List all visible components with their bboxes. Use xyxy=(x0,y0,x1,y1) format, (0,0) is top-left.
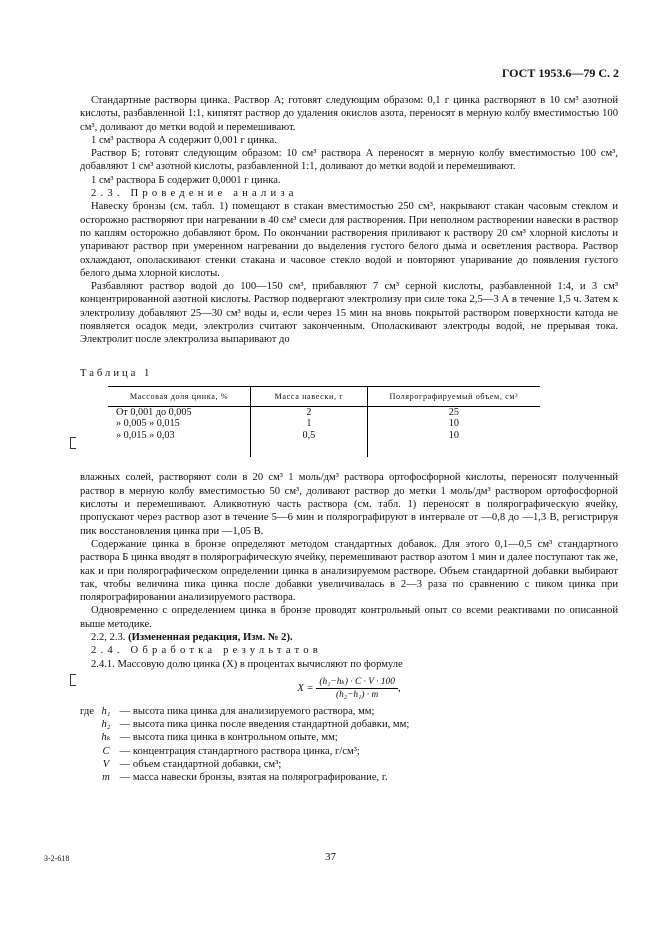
page-number: 37 xyxy=(325,851,336,863)
amendment-note xyxy=(80,631,618,644)
formula-fraction xyxy=(316,676,398,701)
legend-symbol: h₁ xyxy=(101,705,111,717)
legend-symbol: C xyxy=(102,745,110,757)
table-1 xyxy=(108,386,540,458)
legend-text: концентрация стандартного раствора цинка, г/см³; xyxy=(132,745,360,757)
paragraph: влажных солей, растворяют соли в 20 см³ 1 моль/дм³ раствора ортофосфорной кислоты, переносят полученный раствор в мерную колбу вместимостью 50 см³, доливают раствор до метки 1 моль/дм³ раствором ортофосфорной кислоты и перемешивают. Аликвотную часть раствора (см. табл. 1) переносят в полярографическую ячейку, пропускают через раствор азот в течение 5—6 мин и полярографируют в интервале от —0,8 до —1,3 В, регистрируя пик восстановления цинка при —1,05 В. xyxy=(80,472,618,537)
legend-line: m — масса навески бронзы, взятая на полярографирование, г. xyxy=(80,771,618,784)
legend-text: высота пика цинка после введения стандартной добавки, мм; xyxy=(132,719,410,731)
legend-symbol: m xyxy=(102,772,110,784)
legend-line: C — концентрация стандартного раствора цинка, г/см³; xyxy=(80,745,618,758)
legend-text: объем стандартной добавки, см³; xyxy=(132,759,282,771)
legend-text: высота пика цинка в контрольном опыте, мм; xyxy=(132,732,338,744)
table-header: Полярографируемый объем, см³ xyxy=(367,386,540,406)
legend-symbol: V xyxy=(102,759,110,771)
paragraph: Содержание цинка в бронзе определяют методом стандартных добавок. Для этого 0,1—0,5 см³ стандартного раствора Б цинка вводят в полярографическую ячейку, перемешивают раствор азотом 1 мин и далее поступают так же, как и при полярографическом определении цинка в анализируемом растворе. Объем стандартной добавки выбирают так, чтобы величина пика цинка после добавки увеличивалась в 2—3 раза по сравнению с пиком цинка при полярографировании анализируемого раствора. xyxy=(80,538,618,604)
legend-text: масса навески бронзы, взятая на полярографирование, г. xyxy=(132,772,388,784)
table-row xyxy=(108,418,540,430)
table-caption: Таблица 1 xyxy=(80,367,153,379)
formula-tail: , xyxy=(397,682,401,694)
table-row xyxy=(108,406,540,418)
table-cell: » 0,005 » 0,015 xyxy=(116,418,180,430)
section-heading: 2.4. Обработка результатов xyxy=(91,645,322,657)
table-cell: 25 xyxy=(367,406,540,418)
legend-line: где h₁ — высота пика цинка для анализируемого раствора, мм; xyxy=(80,705,375,717)
table-cell: 1 xyxy=(251,418,368,430)
legend-line: h₂ — высота пика цинка после введения стандартной добавки, мм; xyxy=(80,718,618,731)
section-heading: 2.3. Проведение анализа xyxy=(91,188,298,200)
page-header: ГОСТ 1953.6—79 С. 2 xyxy=(501,66,619,80)
paragraph: 1 см³ раствора Б содержит 0,0001 г цинка. xyxy=(91,174,281,186)
legend-line: hₖ — высота пика цинка в контрольном опыте, мм; xyxy=(80,731,618,744)
paragraph: Одновременно с определением цинка в бронзе проводят контрольный опыт со всеми реактивами по описанной выше методике. xyxy=(80,605,618,630)
table-header: Масса навески, г xyxy=(251,386,368,406)
body-text xyxy=(80,94,618,785)
amendment-bold: (Измененная редакция, Изм. № 2). xyxy=(128,632,293,643)
legend-symbol: h₂ xyxy=(101,719,111,731)
legend-symbol: hₖ xyxy=(101,732,111,744)
table-cell: 10 xyxy=(367,418,540,430)
table-header: Массовая доля цинка, % xyxy=(108,386,251,406)
formula xyxy=(80,676,618,701)
paragraph: 1 см³ раствора А содержит 0,001 г цинка. xyxy=(91,134,277,146)
legend-text: высота пика цинка для анализируемого раствора, мм; xyxy=(132,705,375,717)
amendment-prefix: 2.2, 2.3. xyxy=(91,632,126,643)
legend-prefix: где xyxy=(80,705,94,717)
paragraph: Навеску бронзы (см. табл. 1) помещают в стакан вместимостью 250 см³, накрывают стакан часовым стеклом и осторожно растворяют при нагревании в 40 см³ смеси для растворения. При неполном растворении навески в раствор по каплям осторожно добавляют бром. По окончании растворения приливают к раствору 20 см³ хлорной кислоты и упаривают раствор при умеренном нагревании до выделения густого белого дыма и осветления раствора. Раствор охлаждают, ополаскивают стенки стакана и часовое стекло водой и повторяют упаривание до появления густого белого дыма хлорной кислоты. xyxy=(80,201,618,279)
paragraph: Разбавляют раствор водой до 100—150 см³, прибавляют 7 см³ серной кислоты, разбавленной 1:4, и 3 см³ концентрированной азотной кислоты. Раствор подвергают электролизу при силе тока 2,5—3 А в течение 1,5 ч. Затем к электролизу добавляют 25—30 см³ воды и, если через 15 мин на вновь покрытой раствором поверхности катода не появляется осадок меди, электролиз считают законченным. Ополаскивают электроды водой, не прерывая тока. Электролит после электролиза выпаривают до xyxy=(80,281,618,346)
formula-lhs: X = xyxy=(297,682,314,694)
table-cell: От 0,001 до 0,005 xyxy=(116,406,192,418)
margin-bracket-mark xyxy=(70,437,76,449)
table-row xyxy=(108,430,540,458)
table-header-row xyxy=(108,386,540,406)
margin-bracket-mark xyxy=(70,674,76,686)
print-code: 3-2-618 xyxy=(44,854,70,863)
formula-denominator: (h₂−h₁) · m xyxy=(336,689,379,700)
paragraph: Раствор Б; готовят следующим образом: 10 см³ раствора А переносят в мерную колбу вместимостью 100 см³, добавляют 1 см³ азотной кислоты, разбавленной 1:1, доливают до метки водой и перемешивают. xyxy=(80,148,618,173)
table-cell: 10 xyxy=(367,430,540,458)
legend-line: V — объем стандартной добавки, см³; xyxy=(80,758,618,771)
table-cell: » 0,015 » 0,03 xyxy=(116,429,175,441)
table-cell: 2 xyxy=(251,406,368,418)
paragraph: 2.4.1. Массовую долю цинка (X) в процентах вычисляют по формуле xyxy=(91,658,403,670)
formula-legend xyxy=(80,705,618,785)
table-cell: 0,5 xyxy=(251,430,368,458)
formula-numerator: (h₁−hₖ) · C · V · 100 xyxy=(316,676,398,689)
paragraph: Стандартные растворы цинка. Раствор А; готовят следующим образом: 0,1 г цинка растворяют в 10 см³ азотной кислоты, разбавленной 1:1, кипятят раствор до удаления окислов азота, переносят в мерную колбу вместимостью 100 см³, доливают до метки водой и перемешивают. xyxy=(80,95,618,133)
